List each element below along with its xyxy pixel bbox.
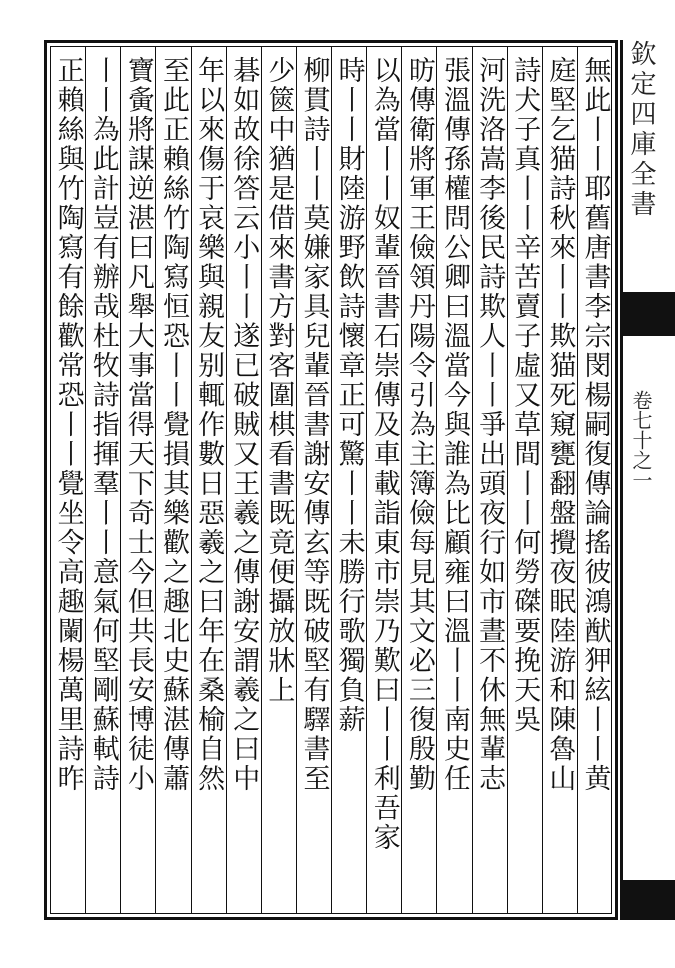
book-title: 欽定四庫全書 [626,40,656,220]
text-column: 庭堅乞猫詩秋來丨丨欺猫死窺甕翻盤攪夜眠陸游和陳魯山 [544,56,576,794]
text-column: 河洗洛嵩李後民詩欺人丨丨爭出頭夜行如市晝不休無輩志 [474,56,506,794]
text-column: 無此丨丨耶舊唐書李宗閔楊嗣復傳論搖彼鴻猷狎絃丨丨黄 [579,56,611,794]
text-column: 至此正賴絲竹陶寫恒恐丨丨覺損其樂歡之趣北史蘇湛傳蕭 [157,56,189,794]
text-column: 正賴絲與竹陶寫有餘歡常恐丨丨覺坐令高趣闌楊萬里詩昨 [52,56,84,794]
edge-foot-band [620,880,675,920]
page-edge [620,0,675,968]
fishtail-band [620,292,675,336]
text-column: 少篋中猶是借來書方對客圍棋看書既竟便攝放牀上 [263,56,295,705]
text-column: 昉傳衛將軍王儉領丹陽令引為主簿儉每見其文必三復殷勤 [403,56,435,794]
spine-line [620,40,623,920]
text-column: 碁如故徐答云小丨丨遂已破賊又王羲之傳謝安謂羲之曰中 [228,56,260,794]
juan-number: 卷七十之一 [629,390,653,490]
text-column: 丨丨為此計豈有辦哉杜牧詩指揮羣丨丨意氣何堅剛蘇軾詩 [87,56,119,794]
text-column: 年以來傷于哀樂與親友别輒作數日惡羲之曰年在桑榆自然 [193,56,225,794]
text-column: 寶夤將謀逆湛曰凡舉大事當得天下奇士今但共長安博徒小 [122,56,154,794]
text-column: 柳貫詩丨丨莫嫌家具兒輩晉書謝安傳玄等既破堅有驛書至 [298,56,330,794]
text-column: 張溫傳孫權問公卿曰溫當今與誰為比顧雍曰溫丨丨南史任 [438,56,470,794]
text-column: 詩犬子真丨丨辛苦賣子虛又草間丨丨何勞磔要挽天吳 [509,56,541,735]
text-column: 以為當丨丨奴輩晉書石崇傳及車載詣東市崇乃歎曰丨丨利吾家 [368,56,400,853]
text-column: 時丨丨財陸游野飲詩懷章正可驚丨丨未勝行歌獨負薪 [333,56,365,735]
